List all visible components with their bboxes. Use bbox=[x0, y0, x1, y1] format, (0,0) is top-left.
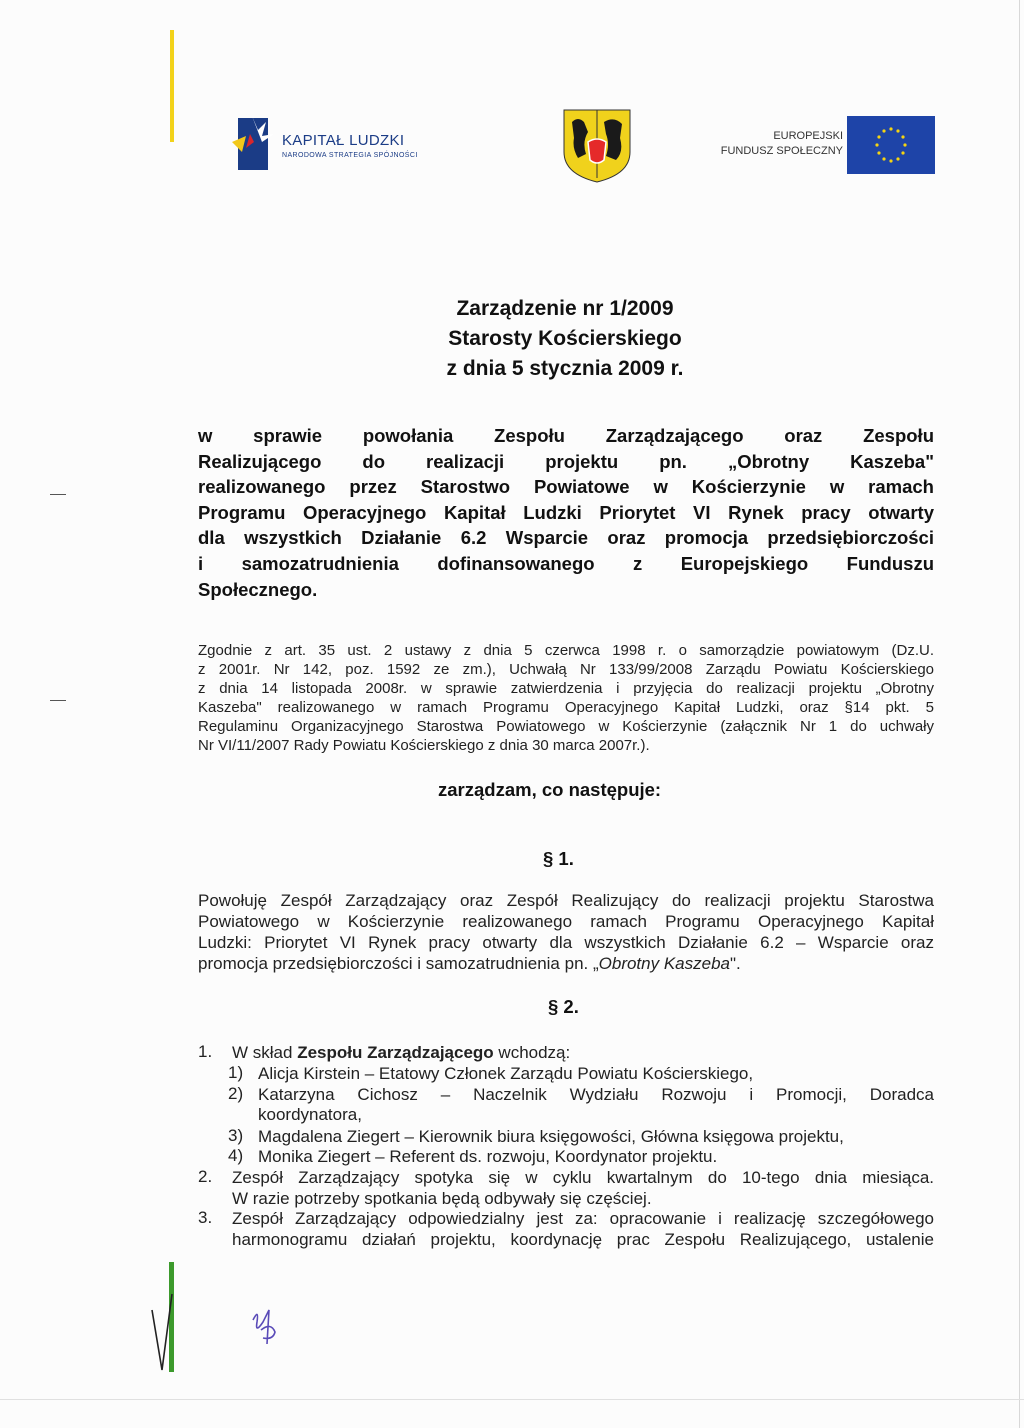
member-number: 1) bbox=[228, 1063, 244, 1082]
margin-dash bbox=[50, 700, 66, 701]
section-1-heading: § 1. bbox=[543, 848, 574, 869]
legal-basis-line: z dnia 14 listopada 2008r. w sprawie zatwierdzenia i przyjęcia do realizacji projektu „Obrotny bbox=[198, 680, 934, 697]
section-1-last-suffix: ". bbox=[730, 954, 741, 973]
subject-line: dla wszystkich Działanie 6.2 Wsparcie oraz promocja przedsiębiorczości bbox=[198, 527, 934, 548]
item-1-prefix: W skład bbox=[232, 1043, 298, 1062]
margin-dash bbox=[50, 494, 66, 495]
item-number: 1. bbox=[198, 1042, 213, 1061]
decree-heading: zarządzam, co następuje: bbox=[438, 779, 662, 800]
section-2-heading: § 2. bbox=[548, 996, 579, 1017]
member-text: Alicja Kirstein – Etatowy Członek Zarządu Powiatu Kościerskiego, bbox=[258, 1064, 754, 1083]
item-2-line1: Zespół Zarządzający spotyka się w cyklu kwartalnym do 10-tego dnia miesiąca. bbox=[232, 1168, 934, 1187]
section-1-last-line bbox=[198, 953, 934, 974]
legal-basis-line: Regulaminu Organizacyjnego Starostwa Powiatowego w Kościerzynie (załącznik Nr 1 do uchwały bbox=[198, 718, 934, 735]
item-number: 2. bbox=[198, 1167, 213, 1186]
document-title-line1: Zarządzenie nr 1/2009 bbox=[456, 297, 674, 320]
item-3-line1: Zespół Zarządzający odpowiedzialny jest za: opracowanie i realizację szczegółowego bbox=[232, 1209, 934, 1228]
coat-of-arms-icon bbox=[562, 108, 632, 184]
member-number: 2) bbox=[228, 1084, 244, 1103]
legal-basis-line: Nr VI/11/2007 Rady Powiatu Kościerskiego z dnia 30 marca 2007r.). bbox=[198, 737, 650, 754]
item-2-line2: W razie potrzeby spotkania będą odbywały się częściej. bbox=[232, 1189, 652, 1208]
legal-basis-line: Zgodnie z art. 35 ust. 2 ustawy z dnia 5 czerwca 1998 r. o samorządzie powiatowym (Dz.U. bbox=[198, 642, 934, 659]
subject-line: i samozatrudnienia dofinansowanego z Europejskiego Funduszu bbox=[198, 553, 934, 574]
eu-logo-line2: FUNDUSZ SPOŁECZNY bbox=[720, 145, 843, 157]
section-1-line: Ludzki: Priorytet VI Rynek pracy otwarty dla wszystkich Działanie 6.2 – Wsparcie oraz bbox=[198, 933, 934, 952]
section-1-line: Powiatowego w Kościerzynie realizowanego ramach Programu Operacyjnego Kapitał bbox=[198, 912, 934, 931]
scan-edge-bottom bbox=[0, 1399, 1024, 1400]
member-text: Katarzyna Cichosz – Naczelnik Wydziału Rozwoju i Promocji, Doradca bbox=[258, 1085, 934, 1104]
scan-edge-right bbox=[1019, 0, 1020, 1428]
legal-basis-line: Kaszeba" realizowanego w ramach Programu Operacyjnego Kapitał Ludzki, oraz §14 pkt. 5 bbox=[198, 699, 934, 716]
eu-logo-line1: EUROPEJSKI bbox=[773, 130, 843, 142]
legal-basis-line: z 2001r. Nr 142, poz. 1592 ze zm.), Uchwałą Nr 133/99/2008 Zarządu Powiatu Kościerskiego bbox=[198, 661, 934, 678]
project-name: Obrotny Kaszeba bbox=[598, 954, 730, 973]
section-1-line: Powołuję Zespół Zarządzający oraz Zespół Realizujący do realizacji projektu Starostwa bbox=[198, 891, 934, 910]
item-1-bold: Zespołu Zarządzającego bbox=[297, 1043, 494, 1062]
item-1-suffix: wchodzą: bbox=[493, 1043, 571, 1062]
eu-flag-icon bbox=[847, 116, 935, 174]
section-1-last-prefix: promocja przedsiębiorczości i samozatrudnienia pn. „ bbox=[198, 954, 599, 973]
powiat-coat-of-arms bbox=[562, 108, 632, 184]
item-3-line2: harmonogramu działań projektu, koordynację prac Zespołu Realizującego, ustalenie bbox=[232, 1230, 934, 1249]
member-number: 3) bbox=[228, 1126, 244, 1145]
kapital-ludzki-logo bbox=[232, 112, 432, 174]
subject-line: Programu Operacyjnego Kapitał Ludzki Priorytet VI Rynek pracy otwarty bbox=[198, 502, 934, 523]
document-title-line3: z dnia 5 stycznia 2009 r. bbox=[446, 357, 684, 380]
yellow-marker-line bbox=[170, 30, 174, 142]
kapital-ludzki-subtitle: NARODOWA STRATEGIA SPÓJNOŚCI bbox=[282, 152, 418, 159]
item-number: 3. bbox=[198, 1208, 213, 1227]
handwritten-check-mark bbox=[148, 1290, 188, 1380]
subject-line: Realizującego do realizacji projektu pn. „Obrotny Kaszeba" bbox=[198, 451, 934, 472]
section-1-paragraph bbox=[198, 890, 934, 974]
handwritten-initials bbox=[245, 1300, 295, 1360]
subject-line: realizowanego przez Starostwo Powiatowe w Kościerzynie w ramach bbox=[198, 476, 934, 497]
kapital-ludzki-emblem-icon bbox=[232, 112, 276, 174]
document-title-line2: Starosty Kościerskiego bbox=[448, 327, 682, 350]
item-1-text bbox=[232, 1042, 570, 1063]
member-text: Monika Ziegert – Referent ds. rozwoju, Koordynator projektu. bbox=[258, 1147, 718, 1166]
subject-line: Społecznego. bbox=[198, 579, 318, 600]
member-text: Magdalena Ziegert – Kierownik biura księgowości, Główna księgowa projektu, bbox=[258, 1127, 844, 1146]
member-text-continued: koordynatora, bbox=[258, 1105, 362, 1124]
subject-line: w sprawie powołania Zespołu Zarządzającego oraz Zespołu bbox=[198, 425, 934, 446]
kapital-ludzki-title: KAPITAŁ LUDZKI bbox=[282, 132, 405, 149]
eu-social-fund-logo bbox=[700, 116, 935, 174]
legal-basis bbox=[198, 641, 934, 755]
member-number: 4) bbox=[228, 1146, 244, 1165]
